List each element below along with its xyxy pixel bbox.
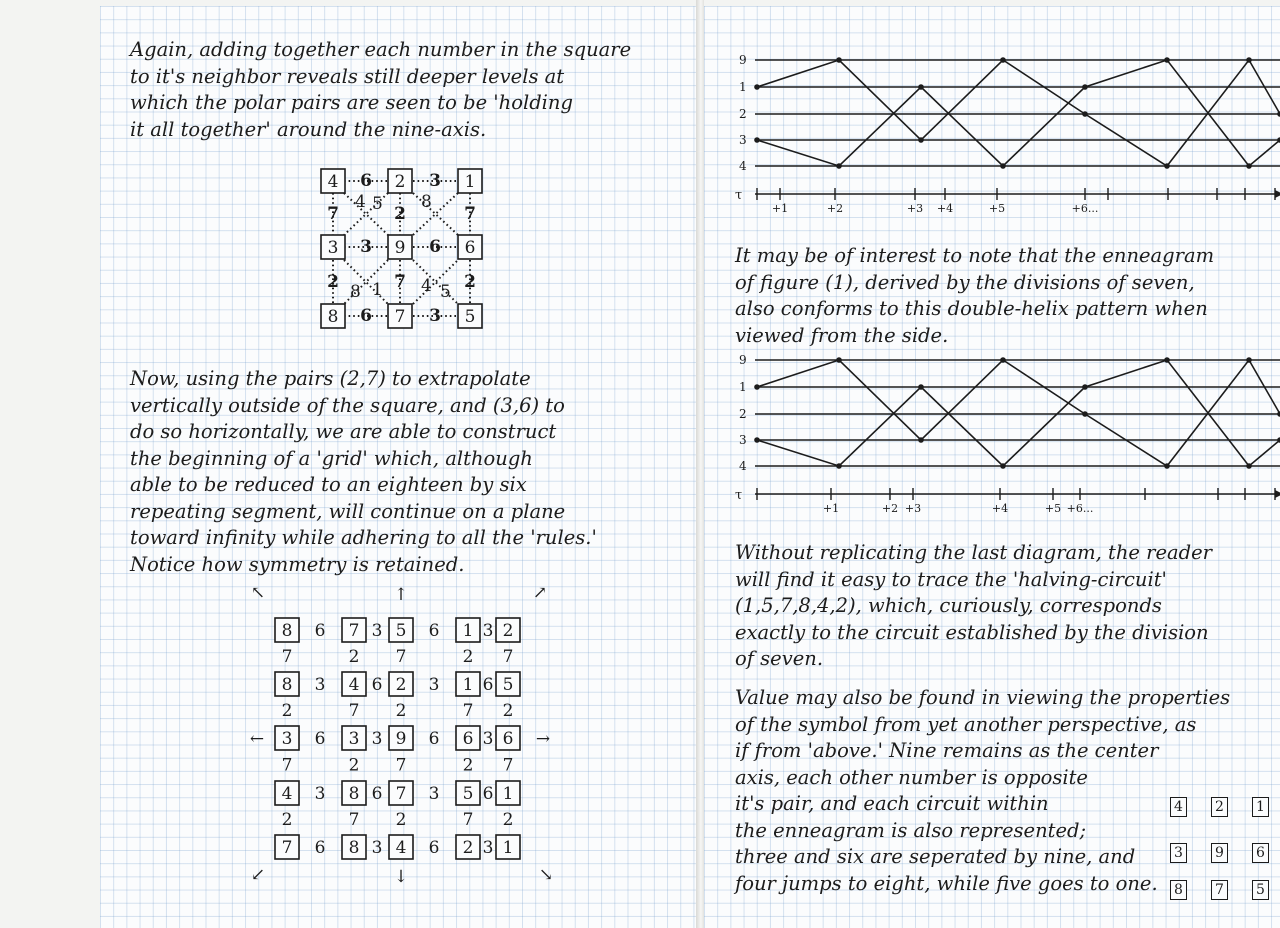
grid-sum: 3 — [314, 675, 326, 695]
grid-sum: 2 — [462, 755, 474, 776]
double-helix-diagram-2 — [735, 348, 1280, 518]
small-square-cell: 3 — [1170, 843, 1187, 863]
helix-node — [918, 384, 924, 390]
grid-sum: 3 — [428, 675, 440, 695]
grid-cell-number: 1 — [462, 621, 474, 641]
grid-sum: 2 — [395, 701, 407, 721]
diagonal-label: 8 — [421, 192, 432, 212]
sum-label: 2 — [394, 204, 406, 224]
grid-sum: 2 — [348, 755, 360, 776]
helix-node — [1246, 163, 1252, 169]
grid-cell-number: 8 — [281, 621, 293, 641]
direction-arrow: → — [535, 729, 551, 749]
direction-arrow: ↑ — [393, 585, 409, 605]
helix-node — [836, 357, 842, 363]
grid-sum: 3 — [371, 838, 383, 858]
grid-cell-number: 5 — [502, 675, 514, 695]
helix-row-label: 9 — [739, 53, 747, 67]
helix-node — [1082, 384, 1088, 390]
grid-cell-number: 2 — [395, 675, 407, 695]
sum-label: 2 — [327, 272, 339, 292]
tick-label: +1 — [771, 202, 789, 215]
svg-text:4: 4 — [327, 172, 339, 192]
book-gutter — [696, 0, 704, 928]
square-cell — [388, 169, 412, 193]
direction-arrow: ↘ — [538, 865, 554, 885]
grid-sum: 6 — [428, 729, 440, 749]
helix-strand — [757, 60, 1280, 166]
svg-text:1: 1 — [464, 172, 476, 192]
text-line: the beginning of a 'grid' which, although — [130, 446, 533, 470]
grid-sum: 6 — [428, 838, 440, 858]
grid-cell-number: 8 — [281, 675, 293, 695]
svg-text:5: 5 — [464, 307, 476, 327]
grid-sum: 3 — [371, 621, 383, 641]
text-line: three and six are seperated by nine, and — [735, 845, 1136, 868]
direction-arrow: ↗ — [532, 583, 548, 603]
helix-node — [1000, 357, 1006, 363]
grid-sum: 7 — [281, 647, 293, 667]
text-line: four jumps to eight, while five goes to one. — [735, 871, 1158, 895]
helix-row-label: 1 — [739, 380, 747, 394]
svg-text:6: 6 — [464, 238, 476, 258]
axis-symbol: τ — [735, 188, 743, 203]
svg-text:8: 8 — [327, 307, 339, 327]
grid-cell-number: 8 — [348, 838, 360, 858]
text-line: able to be reduced to an eighteen by six — [130, 473, 527, 496]
helix-node — [836, 57, 842, 63]
tick-label: +5 — [988, 202, 1006, 215]
helix-node — [1246, 463, 1252, 469]
helix-node — [918, 137, 924, 143]
text-line: the enneagram is also represented; — [735, 818, 1087, 842]
grid-sum: 2 — [395, 810, 407, 830]
grid-sum: 7 — [502, 755, 514, 776]
helix-node — [836, 163, 842, 169]
grid-cell-number: 6 — [502, 729, 514, 749]
helix-node — [1000, 163, 1006, 169]
grid-cell-number: 7 — [281, 838, 293, 858]
text-line: to it's neighbor reveals still deeper levels at — [130, 64, 565, 88]
text-line: exactly to the circuit established by the division — [735, 620, 1209, 644]
grid-cell-number: 9 — [395, 729, 407, 749]
grid-sum: 2 — [281, 810, 293, 830]
helix-node — [754, 437, 760, 443]
text-line: Again, adding together each number in the square — [130, 38, 632, 61]
text-line: Value may also be found in viewing the properties — [735, 686, 1231, 709]
grid-cell-number: 1 — [462, 675, 474, 695]
grid-cell-number: 7 — [395, 784, 407, 804]
text-line: which the polar pairs are seen to be 'holding — [130, 91, 573, 114]
sum-label: 7 — [327, 204, 339, 224]
direction-arrow: ← — [249, 729, 265, 749]
grid-sum: 6 — [314, 729, 326, 749]
helix-node — [1164, 357, 1170, 363]
helix-node — [1082, 111, 1088, 117]
helix-node — [1082, 411, 1088, 417]
sum-label: 7 — [394, 272, 406, 292]
text-line: It may be of interest to note that the enneagram — [735, 244, 1215, 267]
sum-label: 6 — [360, 171, 372, 191]
grid-cell-number: 4 — [281, 784, 293, 804]
square-cell — [321, 304, 345, 328]
helix-row-label: 4 — [739, 159, 747, 173]
helix-node — [1246, 57, 1252, 63]
grid-sum: 7 — [395, 755, 407, 776]
text-line: of the symbol from yet another perspective, as — [735, 712, 1197, 736]
grid-sum: 6 — [371, 784, 383, 804]
helix-row-label: 2 — [739, 407, 747, 421]
grid-cell-number: 1 — [502, 784, 514, 804]
grid-cell-number: 1 — [502, 838, 514, 858]
svg-text:2: 2 — [394, 172, 406, 192]
direction-arrow: ↙ — [250, 865, 266, 885]
text-line: viewed from the side. — [735, 323, 949, 347]
helix-node — [836, 463, 842, 469]
square-cell — [458, 304, 482, 328]
grid-sum: 6 — [482, 784, 494, 804]
helix-node — [754, 84, 760, 90]
tick-label: +6... — [1071, 202, 1099, 215]
text-line: it all together' around the nine-axis. — [130, 117, 487, 141]
direction-arrow: ↖ — [250, 583, 266, 603]
text-line: if from 'above.' Nine remains as the center — [735, 739, 1159, 762]
grid-cell-number: 3 — [281, 729, 293, 749]
tick-label: +3 — [904, 502, 922, 515]
svg-text:9: 9 — [394, 238, 406, 258]
grid-sum: 2 — [502, 810, 514, 830]
small-square-cell: 7 — [1211, 880, 1228, 900]
helix-node — [918, 437, 924, 443]
helix-node — [754, 384, 760, 390]
grid-sum: 2 — [348, 647, 360, 667]
text-line: toward infinity while adhering to all the 'rules.' — [130, 526, 597, 549]
text-line: repeating segment, will continue on a plane — [130, 499, 566, 523]
small-square-cell: 9 — [1211, 843, 1228, 863]
text-line: do so horizontally, we are able to construct — [130, 420, 557, 443]
intro-paragraph — [130, 37, 631, 143]
grid-cell-number: 4 — [395, 838, 407, 858]
helix-strand — [757, 360, 1280, 466]
tick-label: +5 — [1044, 502, 1062, 515]
helix-row-label: 2 — [739, 107, 747, 121]
text-line: of figure (1), derived by the divisions of seven, — [735, 270, 1195, 294]
text-line: axis, each other number is opposite — [735, 765, 1088, 789]
tick-label: +3 — [906, 202, 924, 215]
small-square-cell: 5 — [1252, 880, 1269, 900]
small-square-cell: 4 — [1170, 797, 1187, 817]
grid-sum: 3 — [482, 621, 494, 641]
diagonal-label: 1 — [372, 280, 383, 300]
grid-sum: 7 — [462, 701, 474, 721]
helix-node — [1246, 357, 1252, 363]
sum-label: 3 — [360, 237, 372, 257]
grid-sum: 6 — [314, 621, 326, 641]
tick-label: +1 — [822, 502, 840, 515]
grid-sum: 3 — [371, 729, 383, 749]
enneagram-paragraph — [735, 243, 1214, 349]
grid-cell-number: 3 — [348, 729, 360, 749]
grid-paragraph — [130, 366, 597, 578]
sum-label: 7 — [464, 204, 476, 224]
small-square-cell: 6 — [1252, 843, 1269, 863]
helix-node — [1164, 463, 1170, 469]
square-cell — [321, 169, 345, 193]
diagonal-label: 4 — [421, 276, 432, 296]
square-cell — [388, 304, 412, 328]
grid-sum: 7 — [395, 647, 407, 667]
helix-row-label: 3 — [739, 133, 747, 147]
grid-sum: 3 — [482, 838, 494, 858]
axis-symbol: τ — [735, 488, 743, 503]
helix-row-label: 1 — [739, 80, 747, 94]
helix-node — [1000, 463, 1006, 469]
grid-cell-number: 6 — [462, 729, 474, 749]
text-line: (1,5,7,8,4,2), which, curiously, corresponds — [735, 594, 1162, 617]
sum-label: 6 — [429, 237, 441, 257]
helix-row-label: 4 — [739, 459, 747, 473]
square-cell — [321, 235, 345, 259]
svg-text:3: 3 — [327, 238, 339, 258]
grid-sum: 2 — [502, 701, 514, 721]
tick-label: +6... — [1066, 502, 1094, 515]
diagonal-label: 4 — [355, 192, 366, 212]
small-square-cell: 2 — [1211, 797, 1228, 817]
helix-row-label: 3 — [739, 433, 747, 447]
grid-sum: 7 — [348, 810, 360, 830]
helix-node — [1164, 57, 1170, 63]
grid-cell-number: 5 — [395, 621, 407, 641]
grid-sum: 6 — [482, 675, 494, 695]
small-square-cell: 1 — [1252, 797, 1269, 817]
sum-label: 2 — [464, 272, 476, 292]
helix-node — [1082, 84, 1088, 90]
axis-arrowhead — [1275, 190, 1280, 198]
helix-node — [1164, 163, 1170, 169]
diagonal-label: 8 — [350, 282, 361, 302]
diagonal-label: 5 — [372, 194, 383, 214]
svg-text:7: 7 — [394, 307, 406, 327]
grid-sum: 7 — [281, 755, 293, 776]
grid-sum: 3 — [428, 784, 440, 804]
grid-sum: 2 — [462, 647, 474, 667]
tick-label: +4 — [936, 202, 954, 215]
square-cell — [388, 235, 412, 259]
grid-sum: 3 — [482, 729, 494, 749]
sum-label: 3 — [429, 171, 441, 191]
magic-square-diagram — [300, 160, 510, 340]
text-line: Without replicating the last diagram, the reader — [735, 541, 1213, 564]
grid-sum: 7 — [348, 701, 360, 721]
grid-sum: 6 — [371, 675, 383, 695]
text-line: also conforms to this double-helix pattern when — [735, 297, 1208, 320]
square-cell — [458, 235, 482, 259]
text-line: it's pair, and each circuit within — [735, 792, 1049, 815]
text-line: vertically outside of the square, and (3,6) to — [130, 393, 565, 417]
tick-label: +2 — [881, 502, 899, 515]
text-line: Now, using the pairs (2,7) to extrapolate — [130, 367, 531, 390]
grid-sum: 7 — [462, 810, 474, 830]
extended-grid-diagram — [240, 582, 570, 898]
text-line: will find it easy to trace the 'halving-circuit' — [735, 567, 1167, 591]
grid-sum: 2 — [281, 701, 293, 721]
helix-row-label: 9 — [739, 353, 747, 367]
grid-sum: 6 — [314, 838, 326, 858]
direction-arrow: ↓ — [393, 867, 409, 887]
sum-label: 6 — [360, 306, 372, 326]
grid-cell-number: 7 — [348, 621, 360, 641]
grid-sum: 7 — [502, 647, 514, 667]
helix-node — [1000, 57, 1006, 63]
text-line: of seven. — [735, 647, 824, 670]
double-helix-diagram-1 — [735, 48, 1280, 218]
square-cell — [458, 169, 482, 193]
grid-cell-number: 5 — [462, 784, 474, 804]
tick-label: +2 — [826, 202, 844, 215]
sum-label: 3 — [429, 306, 441, 326]
grid-cell-number: 2 — [462, 838, 474, 858]
grid-sum: 3 — [314, 784, 326, 804]
helix-node — [918, 84, 924, 90]
halving-paragraph — [735, 540, 1212, 673]
axis-arrowhead — [1275, 490, 1280, 498]
tick-label: +4 — [991, 502, 1009, 515]
grid-cell-number: 2 — [502, 621, 514, 641]
value-paragraph — [735, 685, 1230, 897]
grid-cell-number: 8 — [348, 784, 360, 804]
grid-sum: 6 — [428, 621, 440, 641]
helix-node — [754, 137, 760, 143]
grid-cell-number: 4 — [348, 675, 360, 695]
text-line: Notice how symmetry is retained. — [130, 552, 465, 576]
small-square-cell: 8 — [1170, 880, 1187, 900]
diagonal-label: 5 — [440, 282, 451, 302]
